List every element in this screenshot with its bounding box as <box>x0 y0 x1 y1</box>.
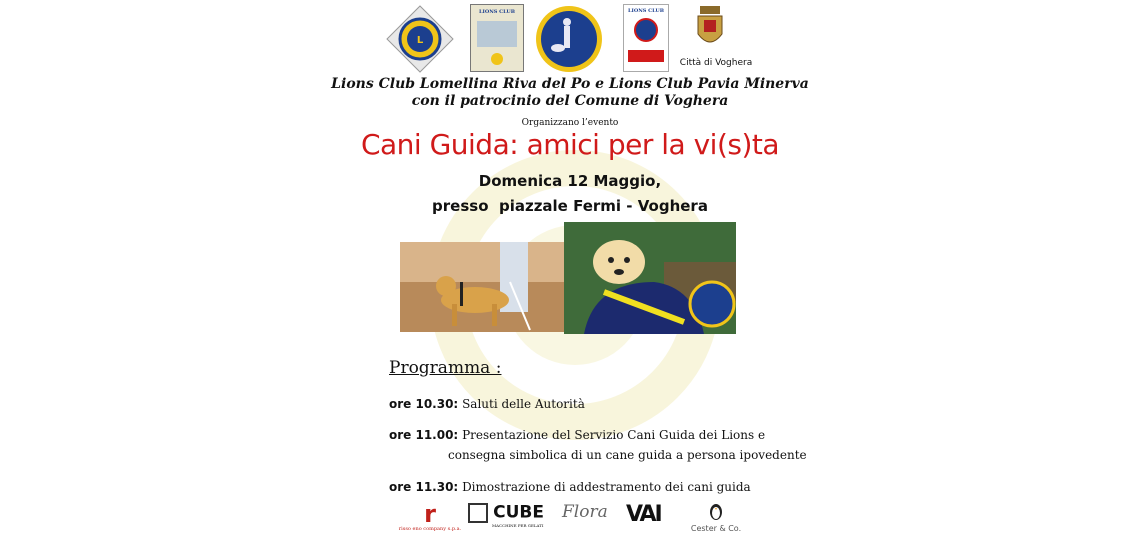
program-text-continued: consegna simbolica di un cane guida a persona ipovedente <box>448 448 807 462</box>
sponsor-cester: Cester & Co. <box>690 502 742 533</box>
program-item <box>389 480 751 494</box>
program-time: ore 11.30: <box>389 480 459 494</box>
program-time: ore 10.30: <box>389 397 459 411</box>
event-date: Domenica 12 Maggio, <box>478 172 662 190</box>
program-heading: Programma : <box>389 358 502 378</box>
program-text: Saluti delle Autorità <box>462 397 585 411</box>
lions-club-lomellina-logo: LIONS CLUB <box>470 4 524 72</box>
program-text: Presentazione del Servizio Cani Guida dei Lions e <box>462 428 766 442</box>
penguin-icon <box>708 502 724 520</box>
lions-club-pavia-minerva-logo: LIONS CLUB <box>623 4 669 72</box>
guide-dog-walking-photo <box>400 242 565 332</box>
lions-international-logo <box>385 4 455 74</box>
program-item <box>389 397 585 411</box>
event-place: presso piazzale Fermi - Voghera <box>432 197 708 215</box>
cube-icon <box>468 503 488 523</box>
event-title: Cani Guida: amici per la vi(s)ta <box>360 128 780 161</box>
organize-label: Organizzano l’evento <box>521 118 619 128</box>
citta-di-voghera-crest <box>690 4 730 52</box>
sponsor-cube: CUBE MACCHINE PER GELATI <box>468 502 558 528</box>
svg-text:L: L <box>416 35 424 46</box>
sponsor-risso: r risso eno company s.p.a. <box>398 500 462 532</box>
sponsor-vai: VAI <box>626 502 661 527</box>
sponsor-flora: Flora <box>562 502 608 522</box>
guide-dog-puppy-photo <box>564 222 736 334</box>
crest-caption: Città di Voghera <box>679 58 753 68</box>
servizio-cani-guida-logo <box>534 4 604 74</box>
program-text: Dimostrazione di addestramento dei cani guida <box>462 480 751 494</box>
organizers-line-1: Lions Club Lomellina Riva del Po e Lions Club Pavia Minerva <box>331 76 809 92</box>
program-time: ore 11.00: <box>389 428 459 442</box>
program-item <box>389 428 765 442</box>
organizers-line-2: con il patrocinio del Comune di Voghera <box>411 93 729 109</box>
